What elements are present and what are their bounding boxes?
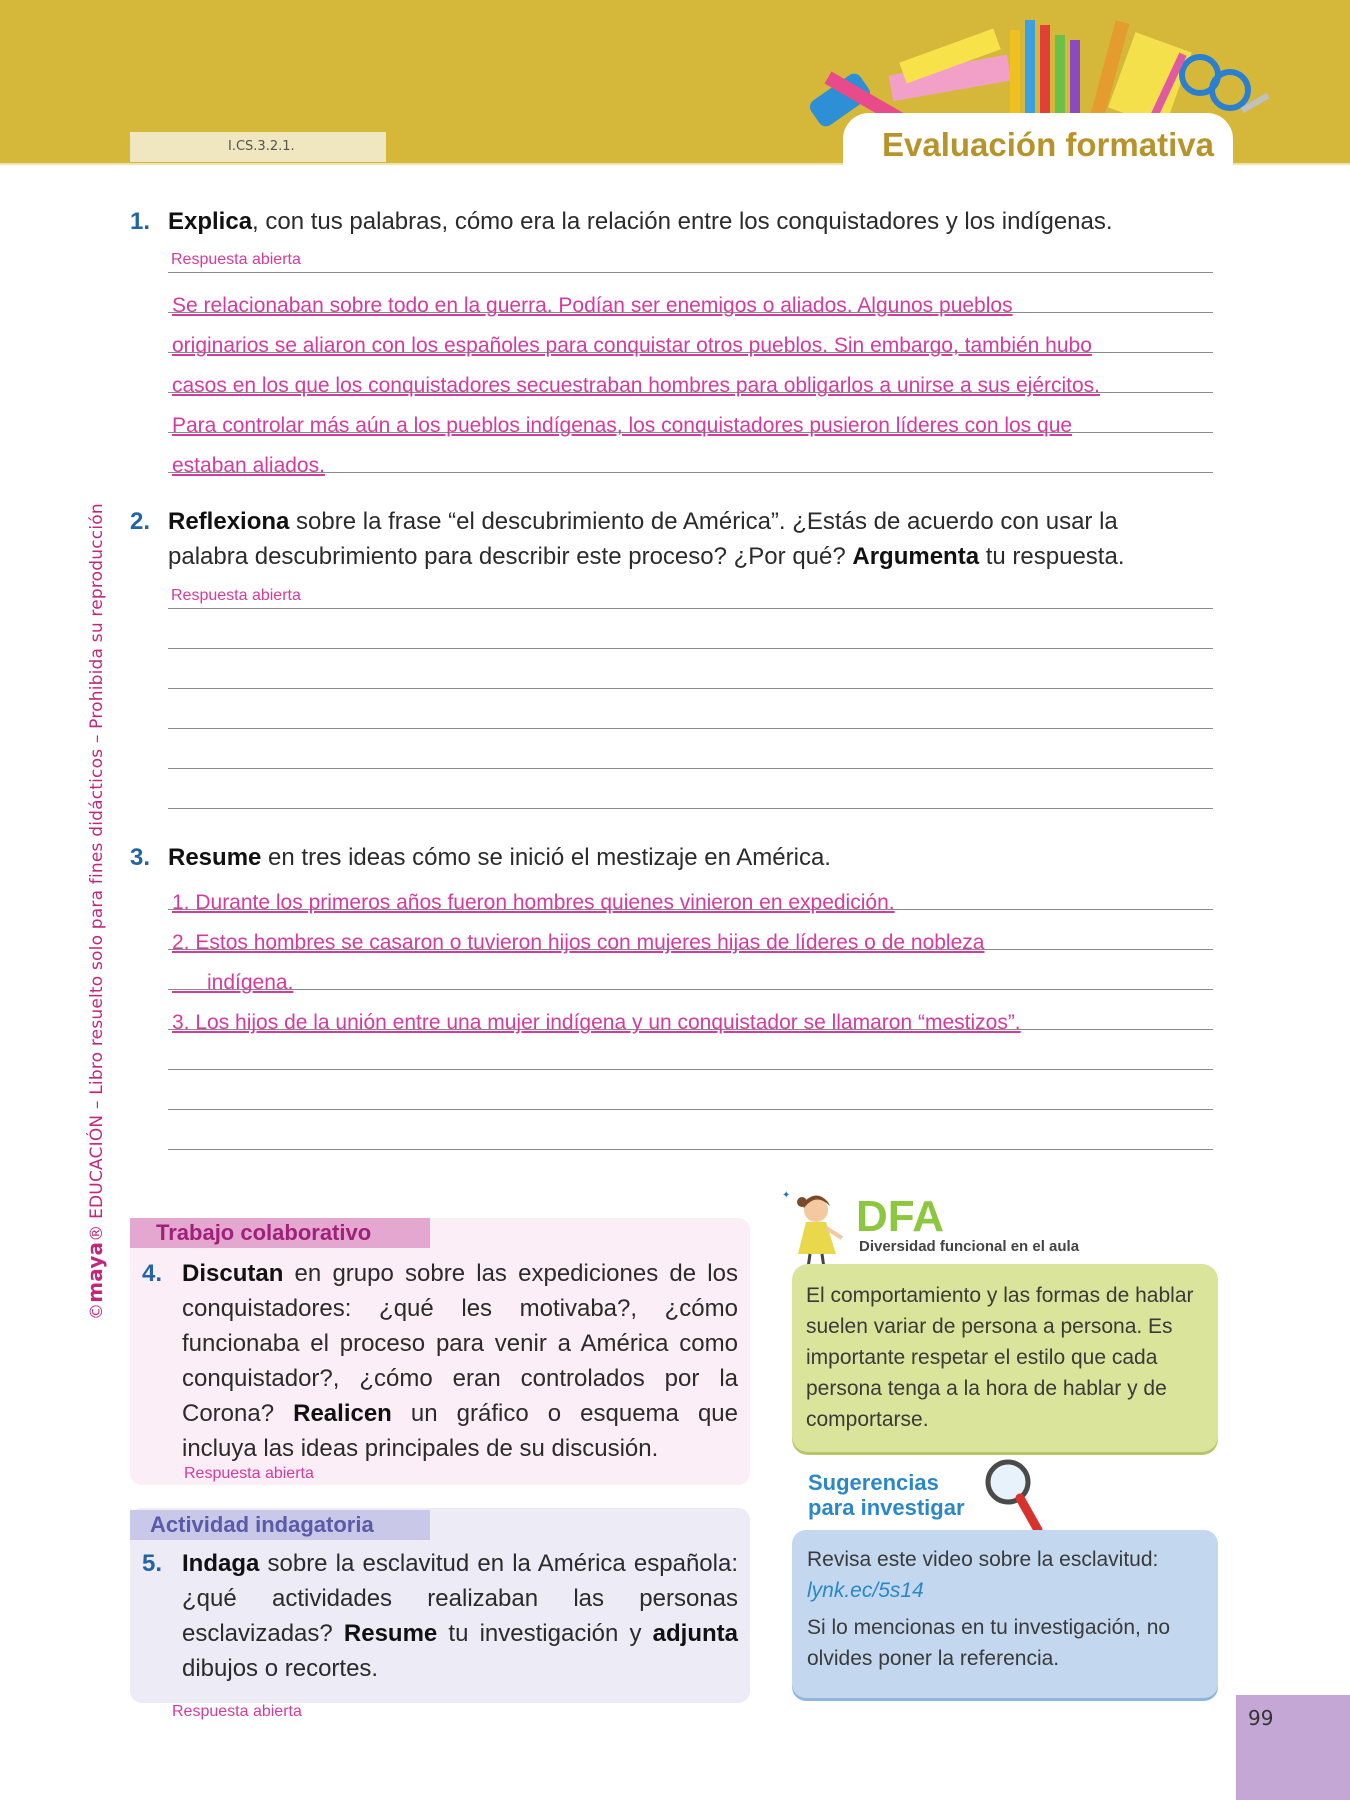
inquiry-label: Actividad indagatoria: [130, 1510, 430, 1540]
question-number: 3.: [130, 844, 151, 871]
suggestions-title: [808, 1470, 965, 1520]
question-keyword: Realicen: [293, 1400, 392, 1427]
question-number: 5.: [142, 1550, 163, 1577]
curriculum-code: I.CS.3.2.1.: [130, 132, 386, 162]
publisher-logo: maya: [83, 1241, 107, 1303]
answer-text: 2. Estos hombres se casaron o tuvieron hijos con mujeres hijas de líderes o de nobleza: [172, 931, 985, 954]
answer-line: [168, 910, 1213, 954]
question-text: dibujos o recortes.: [182, 1655, 379, 1682]
copyright-text: ® EDUCACIÓN – Libro resuelto solo para fines didácticos – Prohibida su reproducción: [87, 503, 107, 1242]
page-number: 99: [1248, 1706, 1274, 1730]
copyright-notice: [83, 460, 107, 1320]
open-answer-note: Respuesta abierta: [172, 1703, 302, 1720]
question-text: , con tus palabras, cómo era la relación entre los conquistadores y los indígenas.: [252, 208, 1113, 235]
answer-line: [168, 950, 1213, 994]
suggestions-title-line: Sugerencias: [808, 1470, 939, 1495]
question-keyword: Argumenta: [852, 543, 980, 570]
answer-line: [168, 393, 1213, 437]
answer-line: [168, 313, 1213, 357]
question-text: sobre la frase “el descubrimiento de América”. ¿Estás de acuerdo con usar la: [289, 508, 1118, 535]
answer-line: [168, 569, 1213, 609]
question-number: 1.: [130, 208, 151, 235]
answer-line: [168, 1110, 1213, 1150]
question-text: sobre la esclavitud en la América española: ¿qué actividades realizaban las personas esclavizadas?: [182, 1550, 738, 1647]
svg-text:✦: ✦: [782, 1190, 791, 1201]
question-number: 4.: [142, 1260, 163, 1287]
suggestions-title-line: para investigar: [808, 1495, 965, 1520]
dfa-title: DFA: [856, 1192, 944, 1241]
copyright-symbol: ©: [87, 1302, 107, 1320]
video-link[interactable]: lynk.ec/5s14: [807, 1579, 924, 1602]
dfa-subtitle: Diversidad funcional en el aula: [859, 1238, 1080, 1255]
question-text: palabra descubrimiento para describir este proceso? ¿Por qué?: [168, 543, 853, 570]
question-text: tu respuesta.: [979, 543, 1125, 570]
magnifier-icon: [982, 1456, 1044, 1538]
answer-line: [168, 1030, 1213, 1070]
answer-line: [168, 273, 1213, 317]
question-text: en tres ideas cómo se inició el mestizaje en América.: [261, 844, 831, 871]
answer-line: [168, 649, 1213, 689]
question-keyword: adjunta: [652, 1620, 738, 1647]
question-keyword: Explica: [168, 208, 253, 235]
answer-text: indígena.: [172, 971, 294, 994]
answer-line: [168, 689, 1213, 729]
question-5: [182, 1546, 738, 1686]
open-answer-note: Respuesta abierta: [184, 1465, 314, 1482]
question-keyword: Discutan: [182, 1260, 284, 1287]
answer-text: Se relacionaban sobre todo en la guerra. Podían ser enemigos o aliados. Algunos pueblos: [172, 294, 1013, 317]
answer-text: casos en los que los conquistadores secuestraban hombres para obligarlos a unirse a sus ejércitos.: [172, 374, 1101, 397]
answer-text: estaban aliados.: [172, 454, 325, 477]
answer-text: Para controlar más aún a los pueblos indígenas, los conquistadores pusieron líderes con los que: [172, 414, 1073, 437]
question-keyword: Indaga: [182, 1550, 260, 1577]
suggestions-line: Si lo mencionas en tu investigación, no olvides poner la referencia.: [807, 1616, 1171, 1670]
question-text: un gráfico o esquema que incluya las ideas principales de su discusión.: [182, 1400, 738, 1462]
answer-line: [168, 433, 1213, 477]
question-keyword: Resume: [343, 1620, 438, 1647]
answer-line: [168, 870, 1213, 914]
open-answer-note: Respuesta abierta: [171, 587, 301, 604]
answer-line: [168, 1070, 1213, 1110]
question-number: 2.: [130, 508, 151, 535]
answer-line: [168, 990, 1213, 1034]
question-4: [182, 1256, 738, 1466]
question-2: [130, 504, 1124, 574]
question-keyword: Reflexiona: [168, 508, 290, 535]
suggestions-line: Revisa este video sobre la esclavitud:: [807, 1548, 1159, 1571]
answer-line: [168, 353, 1213, 397]
answer-text: 3. Los hijos de la unión entre una mujer indígena y un conquistador se llamaron “mestizos”.: [172, 1011, 1021, 1034]
open-answer-note: Respuesta abierta: [171, 251, 301, 268]
answer-text: originarios se aliaron con los españoles para conquistar otros pueblos. Sin embargo, también hubo: [172, 334, 1092, 357]
answer-text: 1. Durante los primeros años fueron hombres quienes vinieron en expedición.: [172, 891, 895, 914]
question-text: en grupo sobre las expediciones de los conquistadores: ¿qué les motivaba?, ¿cómo funcionaba el proceso para venir a América como conquistador?, ¿cómo eran controlados por la Corona?: [182, 1260, 738, 1427]
question-keyword: Resume: [168, 844, 262, 871]
suggestions-text: [807, 1544, 1207, 1674]
answer-line: [168, 769, 1213, 809]
collaborative-label: Trabajo colaborativo: [130, 1218, 430, 1248]
answer-lines-2: [168, 569, 1213, 809]
answer-line: [168, 609, 1213, 649]
answer-lines-1: [168, 233, 1213, 477]
girl-illustration: [780, 1188, 860, 1270]
answer-lines-3: [168, 870, 1213, 1150]
question-text: tu investigación y: [437, 1620, 653, 1647]
page-title: Evaluación formativa: [882, 126, 1214, 163]
dfa-text: El comportamiento y las formas de hablar suelen variar de persona a persona. Es importante respetar el estilo que cada persona tenga a la hora de hablar y de comportarse.: [806, 1284, 1194, 1431]
answer-line: [168, 233, 1213, 273]
answer-line: [168, 729, 1213, 769]
